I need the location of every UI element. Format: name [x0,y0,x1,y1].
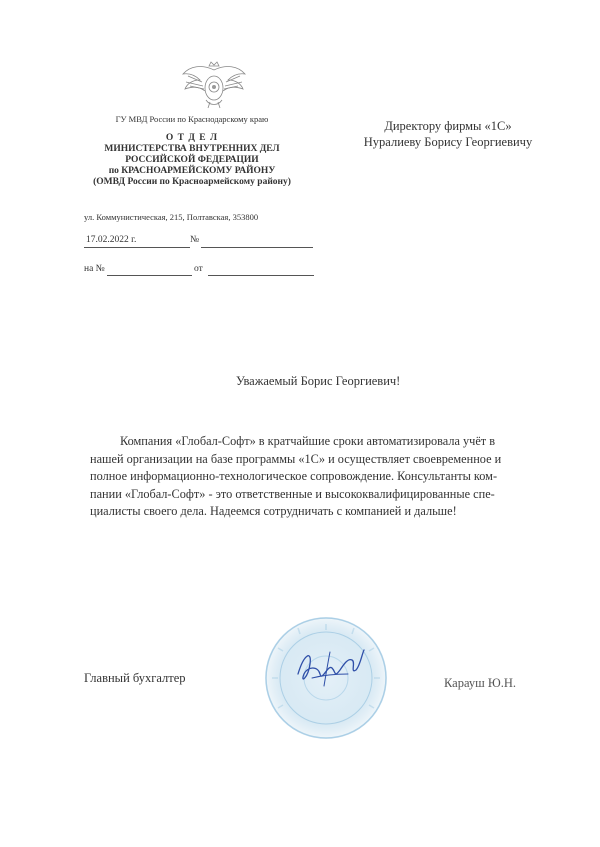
coat-of-arms-emblem [180,58,248,110]
number-underline [201,247,313,248]
org-line: по КРАСНОАРМЕЙСКОМУ РАЙОНУ [108,166,276,176]
org-line: О Т Д Е Л [165,133,219,143]
body-line: нашей организации на базе программы «1С» и осуществляет своевременное и [90,451,502,466]
body-line: циалисты своего дела. Надеемся сотрудничать с компанией и дальше! [90,504,457,518]
body-line: Компания «Глобал-Софт» в кратчайшие сроки автоматизировала учёт в [120,434,496,448]
org-line: (ОМВД России по Красноармейскому району) [93,177,291,187]
reply-number-label: на № [84,264,105,274]
recipient-name: Нуралиеву Борису Георгиевичу [363,135,533,149]
handwritten-signature [290,644,370,692]
signatory-position: Главный бухгалтер [84,671,186,685]
reply-from-label: от [194,264,203,274]
ministry-short-name: ГУ МВД России по Краснодарскому краю [115,114,269,124]
signatory-name: Карауш Ю.Н. [444,676,517,690]
reply-number-underline [107,275,192,276]
date-underline [84,247,190,248]
org-line: РОССИЙСКОЙ ФЕДЕРАЦИИ [125,155,259,165]
letter-greeting: Уважаемый Борис Георгиевич! [236,374,401,388]
document-date: 17.02.2022 г. [86,235,137,245]
recipient-block [348,118,548,150]
body-line: пании «Глобал-Софт» - это ответственные и высококвалифицированные спе- [90,486,495,501]
org-line: МИНИСТЕРСТВА ВНУТРЕННИХ ДЕЛ [104,144,280,154]
body-line: полное информационно-технологическое сопровождение. Консультанты ком- [90,469,498,483]
letter-body [90,433,560,521]
reply-from-underline [208,275,314,276]
recipient-title: Директору фирмы «1С» [384,119,512,133]
organization-address: ул. Коммунистическая, 215, Полтавская, 353800 [84,212,259,222]
number-label: № [190,235,200,245]
organization-name [84,133,300,188]
